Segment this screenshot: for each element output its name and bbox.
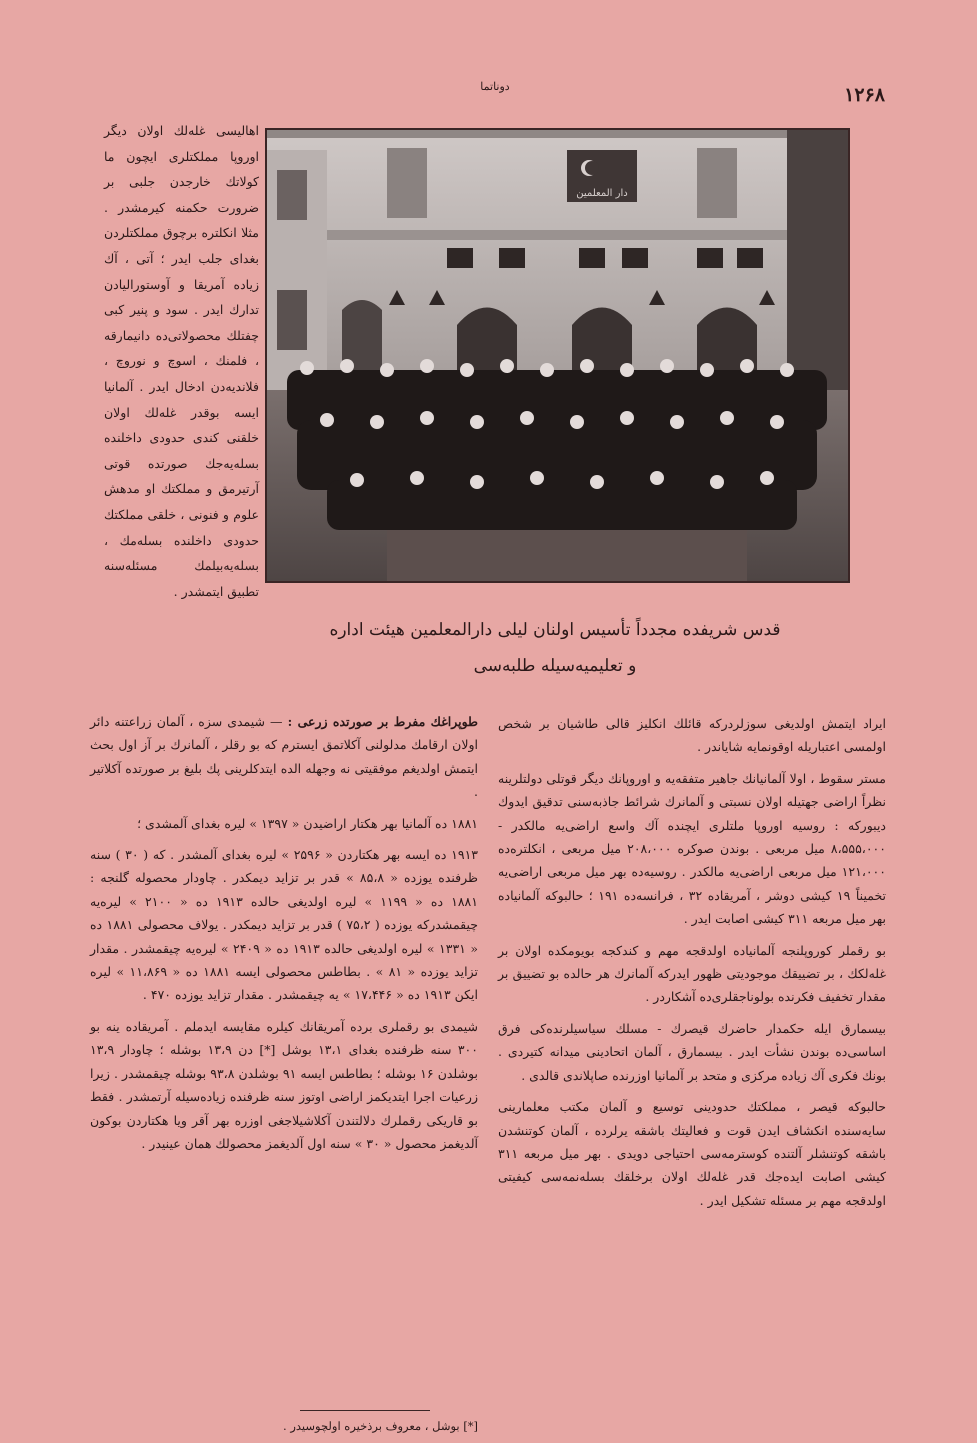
paragraph: ۱۸۸۱ ده آلمانیا بهر هکتار اراضیدن « ۱۳۹۷ » لیره بغدای آلمشدی ؛ bbox=[137, 815, 478, 831]
group-of-people bbox=[287, 359, 827, 530]
photo-illustration bbox=[267, 130, 848, 581]
running-head: دوناتما bbox=[480, 80, 510, 93]
side-column-text: اهالیسی غله‌لك اولان دیگر اوروپا مملکتلری ایچون ما کولاتك خارجدن جلبی بر ضرورت حکمنه کیرمشدر . مثلا انکلتره برچوق مملکتلردن بغدای جلب ایدر ؛ آتی ، آك زیاده آمریقا و آوستورالیادن تدارك ایدر . سود و پنیر کبی چفتلك محصولاتی‌ده دانیمارقه ، فلمنك ، اسوچ و نوروچ ، فلاندیه‌دن ادخال ایدر . آلمانیا ایسه بوقدر غله‌لك اولان خلقنی کندی حدودی داخلنده بسله‌یه‌جك صورتده قوتی آرتیرمق و مملکتك او مدهش علوم و فنونی ، خلقی مملکتك حدودی داخلنده بسله‌مك ، بسله‌یه‌بیلمك مسئله‌سنه تطبیق ایتمشدر . bbox=[104, 123, 259, 599]
paragraph: بیسمارق ایله حکمدار حاضرك قیصرك - مسلك سیاسیلرنده‌کی فرق اساسی‌ده بوندن نشأت ایدر . بیسمارق ، آلمان اتحادینی میدانه کتیردی . بونك فکری آك زیاده مرکزی و متحد بر آلمانیا اوزرنده صاپلاندی قالدی . bbox=[498, 1020, 886, 1083]
section-lead-paragraph bbox=[90, 710, 478, 804]
paragraph: مستر سقوط ، اولا آلمانیانك جاهیر متفقه‌یه و اوروپانك دیگر قوتلی دولتلرینه نظراً اراضی جهتیله اولان نسبتی و آلمانرك شرائط جاذبه‌سنی تدقیق ایدوك دیبورکه : روسیه اوروپا ملتلری ایچنده آك واسع اراضی‌یه مالکدر - ۸،۵۵۵،۰۰۰ میل مربعی . بوندن صوکره ۲۰۸،۰۰۰ میل مربعی ، انکلتره‌ده ۱۲۱،۰۰۰ میل مربعی اراضی‌یه مالکدر . روسیه‌ده بهر میل مربعی اراضی‌یه تخمیناً ۱۹ کیشی دوشر ، آمریقاده ۳۲ ، فرانسه‌ده ۱۹۱ ؛ حالبوکه آلمانیاده بهر میل مربعه ۳۱۱ کیشی اصابت ایدر . bbox=[498, 770, 887, 927]
section-heading: طوپراغك مفرط بر صورتده زرعی : bbox=[287, 714, 479, 729]
left-column bbox=[90, 710, 478, 1163]
photo-caption bbox=[295, 612, 815, 684]
right-column bbox=[498, 712, 886, 1220]
paragraph: حالبوکه قیصر ، مملکتك حدودینی توسیع و آلمان مکتب معلمارینی سایه‌سنده انکشاف ایدن قوت و فعالیتك باشقه یرلرده ، آلمان کوتنشدن باشقه کوتنشلر آلتنده کوسترمه‌سی احتیاجی دویدی . بهر میل مربعه ۳۱۱ کیشی اصابت ایده‌جك قدر غله‌لك اولان برخلقك بسله‌نمه‌سی کیفیتی اولدقجه مهم بر مسئله تشکیل ایدر . bbox=[498, 1099, 886, 1208]
paragraph: شیمدی بو رقملری برده آمریقانك کیلره مقایسه ایدملم . آمریقاده ینه بو ۳۰۰ سنه ظرفنده بغدای ۱۳،۱ بوشل [*] دن ۱۳،۹ بوشله ؛ چاودار ۱۳،۹ بوشلدن ۱۶ بوشله ؛ بطاطس ایسه ۹۱ بوشلدن ۹۳،۸ بوشله چیقمشدر . زیرا زرعیات اجرا ایتدیکمز اراضی اوتوز سنه ظرفنده زیاده‌سیله آرتمشدر . فقط بو قاریکی رقملرك دلالتندن آکلاشیلاجغی اوزره بهر آقر ویا هکتاردن بوکون آلدیغمز محصول « ۳۰ » سنه اول آلدیغمز محصولك همان عینیدر . bbox=[90, 1018, 478, 1151]
group-photograph bbox=[265, 128, 850, 583]
paragraph: بو رقملر کوروپلنجه آلمانیاده اولدقجه مهم و کندکجه بویومکده اولان بر غله‌لکك ، بر تضییقك موجودیتی ظهور ایدرکه آلمانرك هر حالده بو تضییق بر مقدار تخفیف فکرنده بولوناجقلری‌ده آشکاردر . bbox=[498, 942, 886, 1005]
page-number: ۱۲۶۸ bbox=[844, 84, 885, 106]
section-lead-text: — شیمدی سزه ، آلمان زراعتنه دائر اولان ارقامك مدلولنی آکلاتمق ایسترم که بو رقلر ، آلمانرك بر آز اول بحث ایتمش اولدیغم موفقیتی نه وجهله الده ایتدکلرینی پك بلیغ بر صورتده آکلاتیر . bbox=[90, 714, 478, 800]
paragraph: ۱۹۱۳ ده ایسه بهر هکتاردن « ۲۵۹۶ » لیره بغدای آلمشدر . که ( ۳۰ ) سنه ظرفنده یوزده « ۸۵،۸ » قدر بر تزاید دیمکدر . چاودار محصوله گلنجه : ۱۸۸۱ ده « ۱۱۹۹ » لیره اولدیغی حالده ۱۹۱۳ ده « ۲۱۰۰ » لیره‌یه چیقمشدرکه یوزده ( ۷۵،۲ ) قدر بر تزاید دیمکدر . یولاف محصولی ۱۸۸۱ ده « ۱۳۳۱ » لیره اولدیغی حالده ۱۹۱۳ ده « ۲۴۰۹ » لیره‌یه چیقمشدر . مقدار تزاید یوزده « ۸۱ » . بطاطس محصولی ایسه ۱۸۸۱ ده « ۱۱،۸۶۹ » لیره ایکن ۱۹۱۳ ده « ۱۷،۴۴۶ » یه چیقمشدر . مقدار تزاید یوزده ۴۷۰ . bbox=[90, 847, 479, 1003]
footnote-rule bbox=[300, 1410, 430, 1411]
footnote: [*] بوشل ، معروف برذخیره اولچوسیدر . bbox=[283, 1419, 478, 1433]
banner-text: دار المعلمين bbox=[576, 188, 628, 199]
paragraph: ایراد ایتمش اولدیغی سوزلردرکه قائلك انکلیز قالی طاشیان بر شخص اولمسی اعتباریله اوقونمایه شایاندر . bbox=[498, 716, 886, 755]
caption-line-1: قدس شریفده مجدداً تأسیس اولنان لیلی دارالمعلمین هیئت اداره bbox=[329, 620, 781, 640]
side-column bbox=[104, 118, 259, 604]
caption-line-2: و تعلیمیه‌سیله طلبه‌سی bbox=[473, 656, 637, 676]
